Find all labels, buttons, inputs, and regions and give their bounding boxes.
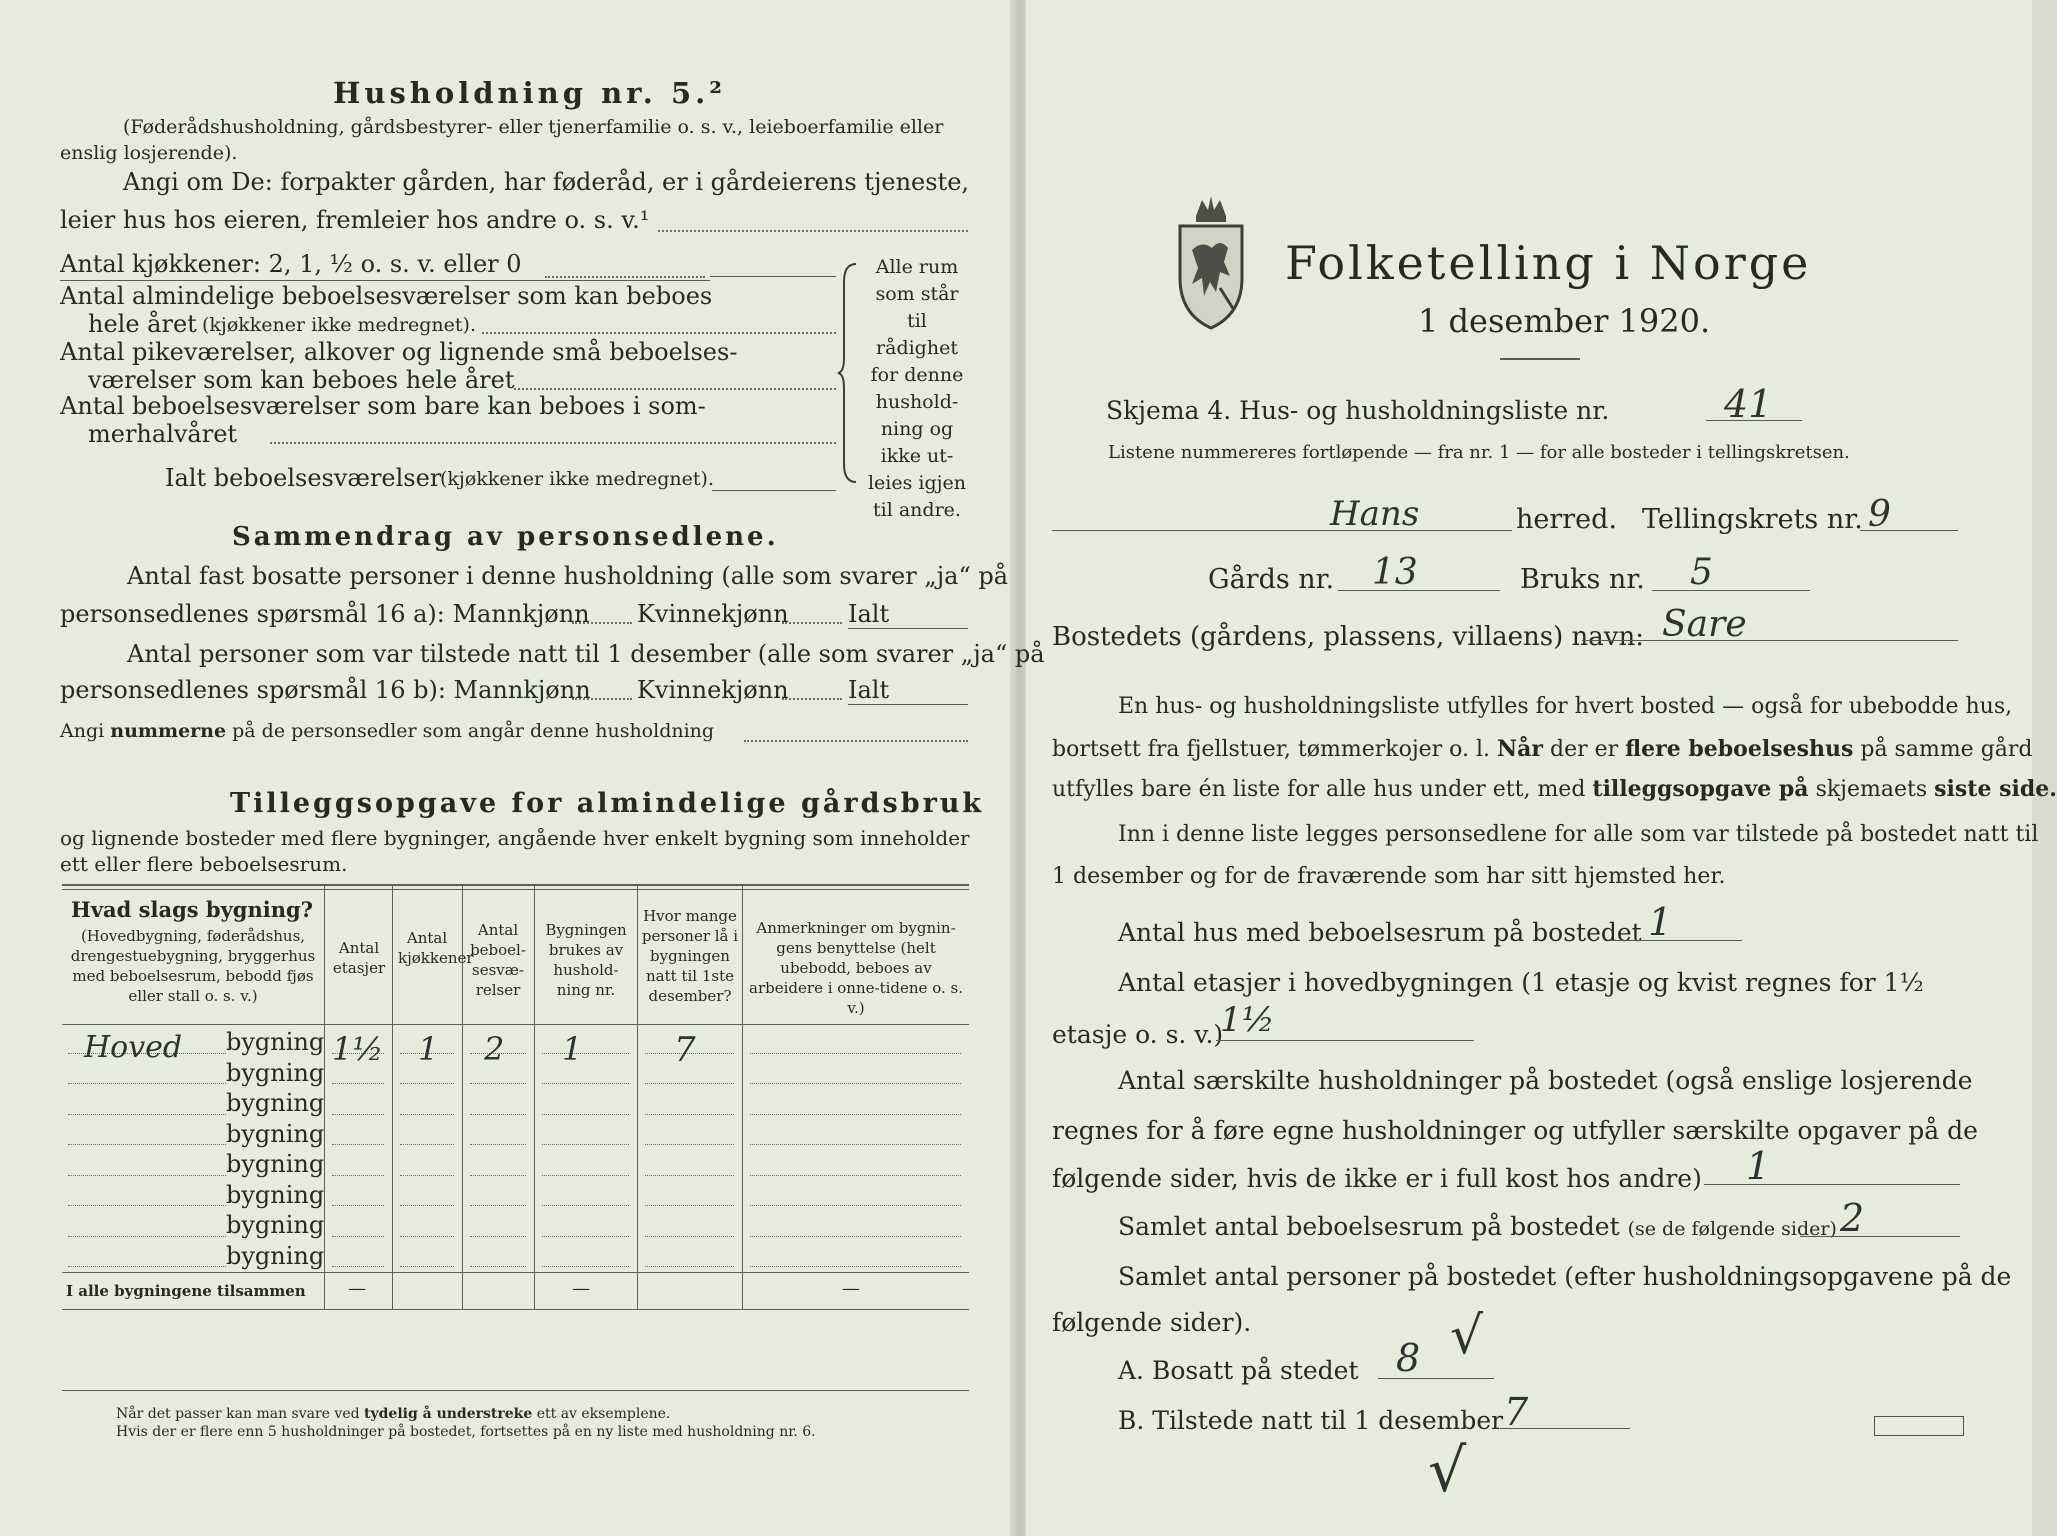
side-note-line: som står til xyxy=(875,283,959,332)
instructions-2-pre: bortsett fra fjellstuer, tømmerkojer o. l. xyxy=(1052,737,1491,762)
row1-vaerelser-value: 2 xyxy=(484,1030,505,1068)
table-cell-line xyxy=(68,1205,226,1206)
th-type-desc: (Hovedbygning, føderådshus, drengestuebygning, bryggerhus med beboelsesrum, bebodd fjøs eller stall o. s. v.) xyxy=(70,927,316,1005)
bosted-label: Bostedets (gårdens, plassens, villaens) navn: xyxy=(1052,622,1644,652)
table-cell-line xyxy=(750,1144,961,1145)
row1-husholdning-value: 1 xyxy=(562,1030,583,1068)
residents-female-line xyxy=(782,622,842,624)
table-row-label: bygning xyxy=(226,1241,325,1270)
instructions-3-pre: utfylles bare én liste for alle hus under ett, med xyxy=(1052,777,1586,802)
instructions-4: Inn i denne liste legges personsedlene for alle som var tilstede på bostedet natt til xyxy=(1118,822,2039,847)
row-small-rooms-a: Antal pikeværelser, alkover og lignende små beboelses- xyxy=(60,338,738,366)
resident-check: √ xyxy=(1450,1306,1484,1366)
bruks-value: 5 xyxy=(1690,552,1713,593)
present-female-label: Kvinnekjønn xyxy=(637,676,789,704)
supplement-desc-2: ett eller flere beboelsesrum. xyxy=(60,852,348,876)
kitchens-answer-line xyxy=(710,276,836,277)
table-cell-line xyxy=(68,1083,226,1084)
row-rooms-b-note: (kjøkkener ikke medregnet). xyxy=(202,314,476,336)
building-table xyxy=(62,884,969,1309)
floors-question-2: etasje o. s. v.) xyxy=(1052,1020,1224,1049)
herred-value: Hans xyxy=(1330,494,1420,534)
table-cell-line xyxy=(400,1236,454,1237)
resident-value: 8 xyxy=(1396,1336,1421,1380)
bosted-answer-line xyxy=(1582,640,1958,641)
bruks-label: Bruks nr. xyxy=(1520,564,1645,595)
table-cell-line xyxy=(542,1205,629,1206)
table-cell-line xyxy=(400,1205,454,1206)
floors-value: 1½ xyxy=(1220,1000,1275,1040)
table-cell-line xyxy=(645,1114,734,1115)
present-male-line xyxy=(572,698,632,700)
side-note-line: til andre. xyxy=(873,499,961,521)
households-question-1: Antal særskilte husholdninger på bostedet (også enslige losjerende xyxy=(1118,1066,1973,1095)
table-row-label: bygning xyxy=(226,1089,325,1117)
table-cell-line xyxy=(68,1266,226,1267)
table-row-label: bygning xyxy=(226,1211,325,1239)
table-cell-line xyxy=(400,1175,454,1176)
residents-female-label: Kvinnekjønn xyxy=(637,600,789,628)
row-summer-rooms-a: Antal beboelsesværelser som bare kan beboes i som- xyxy=(60,392,706,420)
th-personer: Hvor mange personer lå i bygningen natt til 1ste desember? xyxy=(641,907,739,1005)
rooms-answer-line xyxy=(482,332,836,334)
table-cell-line xyxy=(750,1205,961,1206)
table-cell-line xyxy=(400,1266,454,1267)
table-cell-line xyxy=(645,1205,734,1206)
household-title: Husholdning nr. 5.² xyxy=(333,76,726,110)
table-col-sep-5 xyxy=(637,884,638,1309)
th-kjokkener: Antal kjøkkener xyxy=(398,929,474,967)
rooms-answer-line xyxy=(1800,1236,1960,1237)
row-small-rooms-b: værelser som kan beboes hele året xyxy=(88,366,515,394)
households-question-2: regnes for å føre egne husholdninger og utfyller særskilte opgaver på de xyxy=(1052,1116,1978,1145)
table-cell-line xyxy=(542,1083,629,1084)
table-cell-line xyxy=(542,1266,629,1267)
table-cell-line xyxy=(332,1205,384,1206)
th-husholdning: Bygningen brukes av hushold-ning nr. xyxy=(545,921,627,999)
present-total-label: Ialt xyxy=(848,676,890,704)
table-cell-line xyxy=(332,1236,384,1237)
table-cell-line xyxy=(332,1114,384,1115)
table-cell-line xyxy=(470,1205,526,1206)
footnote-2: Hvis der er flere enn 5 husholdninger på bostedet, fortsettes på en ny liste med husholdning nr. 6. xyxy=(116,1424,816,1440)
footnote-rule xyxy=(62,1390,969,1391)
norway-coat-of-arms-icon xyxy=(1172,192,1250,332)
floors-answer-line xyxy=(1216,1040,1474,1041)
side-note-line: rådighet xyxy=(876,337,958,359)
rooms-question-note: (se de følgende sider) xyxy=(1627,1218,1837,1240)
table-row-label: bygning xyxy=(226,1150,325,1178)
table-cell-line xyxy=(332,1144,384,1145)
instructions-5: 1 desember og for de fraværende som har sitt hjemsted her. xyxy=(1052,864,1726,889)
rooms-question-text: Samlet antal beboelsesrum på bostedet xyxy=(1118,1212,1620,1241)
table-cell-line xyxy=(332,1083,384,1084)
census-title: Folketelling i Norge xyxy=(1285,236,1812,290)
row1-type-value: Hoved xyxy=(84,1030,183,1065)
summary-present-1: Antal personer som var tilstede natt til 1 desember (alle som svarer „ja“ på xyxy=(127,640,1045,668)
table-col-sep-3 xyxy=(462,884,463,1309)
gards-value: 13 xyxy=(1372,552,1418,593)
table-cell-line xyxy=(750,1175,961,1176)
table-cell-line xyxy=(332,1266,384,1267)
supplement-title: Tilleggsopgave for almindelige gårdsbruk xyxy=(230,788,985,819)
printer-stamp-icon xyxy=(1874,1416,1964,1436)
table-cell-line xyxy=(470,1175,526,1176)
table-top-border xyxy=(62,884,969,886)
bruks-answer-line xyxy=(1652,590,1810,591)
houses-question: Antal hus med beboelsesrum på bostedet xyxy=(1118,918,1642,947)
present-check: √ xyxy=(1428,1436,1467,1506)
table-cell-line xyxy=(542,1175,629,1176)
residents-total-label: Ialt xyxy=(848,600,890,628)
table-col-sep-2 xyxy=(392,884,393,1309)
household-subtitle-1: (Føderådshusholdning, gårdsbestyrer- eller tjenerfamilie o. s. v., leieboerfamilie eller xyxy=(123,116,944,138)
summer-rooms-answer-line xyxy=(270,442,836,444)
row1-etasjer-value: 1½ xyxy=(332,1030,384,1068)
instructions-2-bold-1: Når xyxy=(1497,736,1544,762)
houses-answer-line xyxy=(1610,940,1742,941)
schema-label: Skjema 4. Hus- og husholdningsliste nr. xyxy=(1106,396,1610,425)
instructions-3-bold-2: siste side. xyxy=(1934,776,2057,802)
table-col-sep-4 xyxy=(534,884,535,1309)
table-header-border xyxy=(62,1024,969,1025)
footnote-1-bold: tydelig å understreke xyxy=(364,1406,533,1422)
present-total-line xyxy=(848,704,968,705)
th-type-title: Hvad slags bygning? xyxy=(71,897,313,922)
footnote-1 xyxy=(116,1406,670,1422)
footnote-1-post: ett av eksemplene. xyxy=(536,1406,671,1422)
table-cell-line xyxy=(470,1114,526,1115)
table-row-label: bygning xyxy=(226,1119,325,1148)
summary-present-2: personsedlenes spørsmål 16 b): Mannkjønn xyxy=(60,676,591,704)
table-cell-line xyxy=(470,1083,526,1084)
floors-question-1: Antal etasjer i hovedbygningen (1 etasje og kvist regnes for 1½ xyxy=(1118,968,1924,997)
table-cell-line xyxy=(400,1114,454,1115)
small-rooms-answer-line xyxy=(514,388,836,390)
instructions-2 xyxy=(1052,736,2033,762)
households-answer-line xyxy=(1704,1184,1960,1185)
row-rooms-b: hele året xyxy=(88,310,197,338)
summary-title: Sammendrag av personsedlene. xyxy=(232,522,779,552)
row1-kjokkener-value: 1 xyxy=(418,1030,439,1068)
footnote-1-pre: Når det passer kan man svare ved xyxy=(116,1406,360,1422)
present-value: 7 xyxy=(1504,1390,1529,1434)
table-cell-line xyxy=(645,1144,734,1145)
row-summer-rooms-b: merhalvåret xyxy=(88,420,238,448)
rooms-side-note xyxy=(866,254,968,524)
row1-personer-value: 7 xyxy=(674,1030,696,1070)
question-occupancy-2: leier hus hos eieren, fremleier hos andre o. s. v.¹ xyxy=(60,206,650,234)
table-bottom-border xyxy=(62,1309,969,1310)
instructions-3-bold-1: tilleggsopgave på xyxy=(1592,776,1809,802)
table-cell-line xyxy=(542,1144,629,1145)
table-cell-line xyxy=(470,1144,526,1145)
row-total-rooms: Ialt beboelsesværelser xyxy=(165,464,442,492)
instructions-2-post: på samme gård xyxy=(1860,737,2033,762)
table-cell-line xyxy=(470,1236,526,1237)
persons-question-2: følgende sider). xyxy=(1052,1308,1252,1337)
row-rooms-a: Antal almindelige beboelsesværelser som kan beboes xyxy=(60,282,713,310)
row-total-rooms-note: (kjøkkener ikke medregnet). xyxy=(440,468,714,490)
residents-total-line xyxy=(848,628,968,629)
summary-numbers-bold: nummerne xyxy=(110,720,227,742)
table-cell-line xyxy=(645,1175,734,1176)
instructions-1: En hus- og husholdningsliste utfylles for hvert bosted — også for ubebodde hus, xyxy=(1118,694,2013,719)
present-label: B. Tilstede natt til 1 desember xyxy=(1118,1406,1504,1435)
title-divider xyxy=(1500,358,1580,360)
table-cell-line xyxy=(750,1083,961,1084)
th-etasjer: Antal etasjer xyxy=(332,939,386,977)
herred-answer-line xyxy=(1052,530,1512,531)
table-row-label: bygning xyxy=(226,1028,325,1056)
table-cell-line xyxy=(400,1083,454,1084)
households-question-3: følgende sider, hvis de ikke er i full kost hos andre) xyxy=(1052,1164,1702,1193)
persons-question-1: Samlet antal personer på bostedet (efter husholdningsopgavene på de xyxy=(1118,1262,2012,1291)
side-note-line: leies igjen xyxy=(867,472,967,494)
table-cell-line xyxy=(470,1266,526,1267)
instructions-3 xyxy=(1052,776,2057,802)
table-cell-line xyxy=(68,1175,226,1176)
table-row-label: bygning xyxy=(226,1180,325,1209)
kitchens-underline xyxy=(60,280,710,281)
table-row-label: bygning xyxy=(226,1058,325,1087)
table-cell-line xyxy=(750,1114,961,1115)
rooms-question xyxy=(1118,1212,1837,1241)
side-note-line: ikke ut- xyxy=(880,445,954,467)
krets-label: Tellingskrets nr. xyxy=(1642,504,1863,535)
table-cell-line xyxy=(542,1114,629,1115)
table-cell-line xyxy=(400,1144,454,1145)
herred-label: herred. xyxy=(1516,504,1618,535)
households-value: 1 xyxy=(1746,1144,1771,1188)
krets-value: 9 xyxy=(1868,494,1891,535)
summary-numbers xyxy=(60,720,714,742)
summary-numbers-post: på de personsedler som angår denne husholdning xyxy=(232,720,715,742)
table-total-label: I alle bygningene tilsammen xyxy=(66,1282,306,1300)
table-cell-line xyxy=(750,1266,961,1267)
present-female-line xyxy=(782,698,842,700)
table-cell-line xyxy=(68,1114,226,1115)
table-cell-line xyxy=(542,1236,629,1237)
summary-numbers-pre: Angi xyxy=(60,720,105,742)
table-cell-line xyxy=(542,1053,629,1054)
side-note-line: for denne xyxy=(870,364,964,386)
th-anmerkninger: Anmerkninger om bygnin-gens benyttelse (helt ubebodd, beboes av arbeidere i onne-tidene o. s. v.) xyxy=(749,919,963,1017)
resident-label: A. Bosatt på stedet xyxy=(1118,1356,1359,1385)
instructions-2-bold-2: flere beboelseshus xyxy=(1625,736,1854,762)
table-cell-line xyxy=(750,1236,961,1237)
total-rooms-answer-line xyxy=(712,490,836,491)
household-subtitle-2: enslig losjerende). xyxy=(60,142,238,164)
summary-numbers-line xyxy=(744,740,968,742)
side-note-line: hushold- xyxy=(875,391,959,413)
side-note-line: Alle rum xyxy=(875,256,959,278)
summary-residents-1: Antal fast bosatte personer i denne husholdning (alle som svarer „ja“ på xyxy=(127,562,1009,590)
supplement-desc-1: og lignende bosteder med flere bygninger, angående hver enkelt bygning som inneholder xyxy=(60,826,970,850)
residents-male-line xyxy=(572,622,632,624)
question-occupancy-1: Angi om De: forpakter gården, har føderåd, er i gårdeierens tjeneste, xyxy=(123,168,970,196)
summary-residents-2: personsedlenes spørsmål 16 a): Mannkjønn xyxy=(60,600,590,628)
table-cell-line xyxy=(750,1053,961,1054)
table-cell-line xyxy=(332,1175,384,1176)
side-note-line: ning og xyxy=(880,418,954,440)
schema-number-value: 41 xyxy=(1724,382,1773,426)
table-cell-line xyxy=(68,1144,226,1145)
row-kitchens: Antal kjøkkener: 2, 1, ½ o. s. v. eller 0 xyxy=(60,250,522,278)
table-cell-line xyxy=(645,1083,734,1084)
occupancy-answer-line xyxy=(658,230,968,232)
th-vaerelser: Antal beboel-sesvæ-relser xyxy=(470,921,526,999)
rooms-bracket xyxy=(838,262,862,484)
table-cell-line xyxy=(645,1266,734,1267)
kitchens-dots xyxy=(545,276,705,278)
census-date: 1 desember 1920. xyxy=(1418,302,1711,340)
table-top-border-2 xyxy=(62,889,969,890)
instructions-2-mid: der er xyxy=(1550,737,1619,762)
total-anmerkninger-dash: — xyxy=(842,1278,860,1299)
instructions-3-mid: skjemaets xyxy=(1815,777,1928,802)
table-total-border xyxy=(62,1272,969,1273)
numbering-note: Listene nummereres fortløpende — fra nr. 1 — for alle bosteder i tellingskretsen. xyxy=(1108,442,1850,463)
table-cell-line xyxy=(645,1236,734,1237)
bosted-value: Sare xyxy=(1662,604,1747,645)
total-etasjer-dash: — xyxy=(348,1278,366,1299)
gards-answer-line xyxy=(1338,590,1500,591)
total-husholdning-dash: — xyxy=(572,1278,590,1299)
rooms-value: 2 xyxy=(1840,1196,1865,1240)
table-col-sep-6 xyxy=(742,884,743,1309)
gards-label: Gårds nr. xyxy=(1208,564,1335,595)
houses-value: 1 xyxy=(1648,900,1673,944)
table-cell-line xyxy=(68,1236,226,1237)
